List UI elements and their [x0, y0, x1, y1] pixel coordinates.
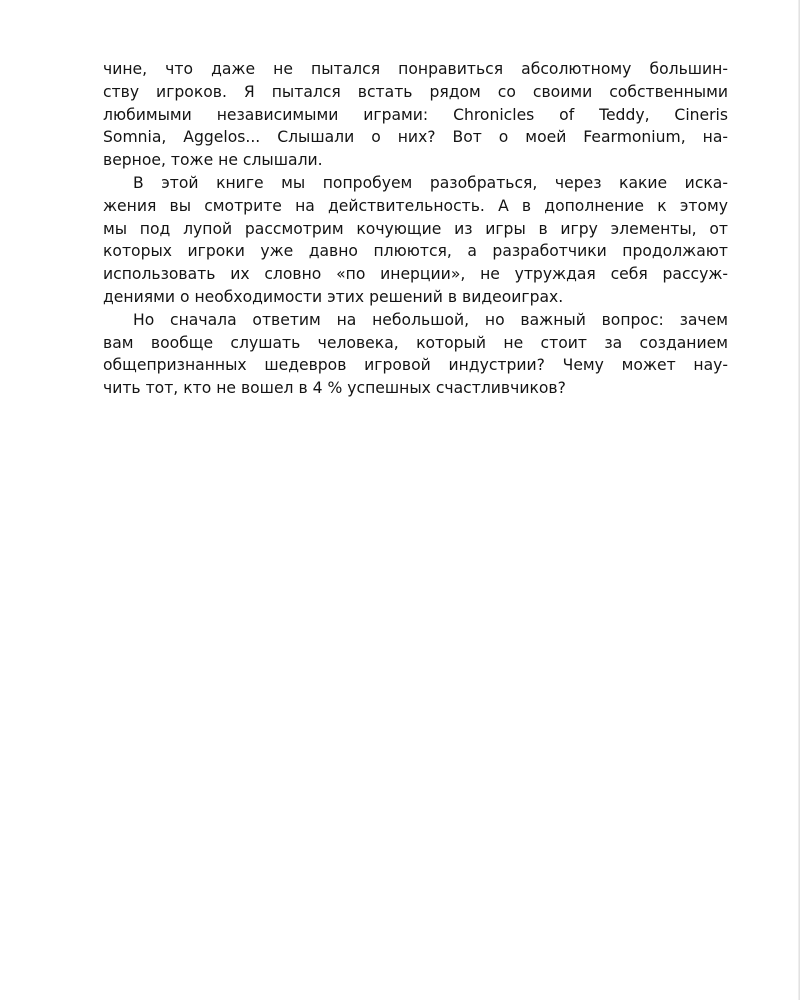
text-line: любимыми независимыми играми: Chronicles of Teddy, Cineris — [103, 105, 728, 124]
text-line: Somnia, Aggelos... Слышали о них? Вот о моей Fearmonium, на- — [103, 128, 728, 147]
paragraph-3 — [103, 309, 728, 400]
text-line: общепризнанных шедевров игровой индустрии? Чему может нау- — [103, 356, 728, 375]
text-line: вам вообще слушать человека, который не стоит за созданием — [103, 333, 728, 352]
text-line: жения вы смотрите на действительность. А в дополнение к этому — [103, 196, 728, 215]
text-line: дениями о необходимости этих решений в видеоиграх. — [103, 287, 564, 306]
text-line: ству игроков. Я пытался встать рядом со своими собственными — [103, 82, 728, 101]
body-text — [103, 58, 728, 400]
text-line: верное, тоже не слышали. — [103, 151, 323, 170]
text-line: которых игроки уже давно плюются, а разработчики продолжают — [103, 242, 728, 261]
paragraph-1 — [103, 58, 728, 172]
text-line: чине, что даже не пытался понравиться абсолютному большин- — [103, 60, 728, 78]
text-line: мы под лупой рассмотрим кочующие из игры в игру элементы, от — [103, 219, 728, 238]
text-line: В этой книге мы попробуем разобраться, через какие иска- — [133, 173, 728, 192]
text-line: Но сначала ответим на небольшой, но важный вопрос: зачем — [133, 310, 728, 329]
text-line: использовать их словно «по инерции», не утруждая себя рассуж- — [103, 265, 728, 284]
text-line: чить тот, кто не вошел в 4 % успешных счастливчиков? — [103, 379, 566, 398]
paragraph-2 — [103, 172, 728, 309]
